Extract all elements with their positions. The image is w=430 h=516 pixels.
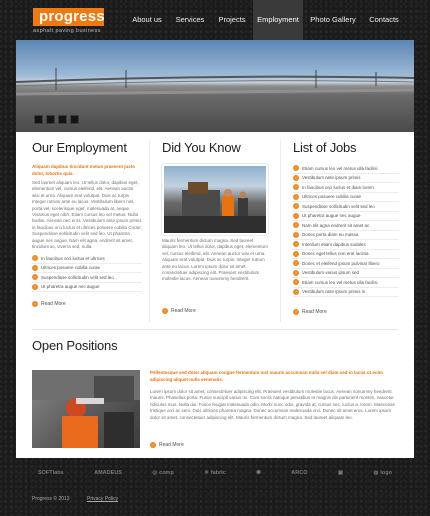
list-item[interactable]: › Donec et eleifend ipsum pulvinar libero — [293, 259, 399, 269]
arrow-icon: › — [293, 270, 299, 276]
list-item[interactable]: › Ut pharetra augue nec augue — [293, 212, 399, 222]
partner-logo[interactable]: AMADEUS — [94, 470, 122, 476]
arrow-icon: › — [150, 442, 156, 448]
nav-projects[interactable]: Projects — [218, 15, 246, 24]
logo-tagline: asphalt paving business — [33, 28, 101, 34]
jobs-title: List of Jobs — [293, 140, 357, 155]
list-item[interactable]: › Suspendisse sollicitudin velit sed leo — [293, 202, 399, 212]
arrow-icon: › — [293, 203, 299, 209]
privacy-policy-link[interactable]: Privacy Policy — [86, 496, 119, 502]
list-item[interactable]: › Etiam cursus leo vel metus ulla facilisi — [293, 164, 399, 174]
box-icon: ▣ — [337, 470, 344, 476]
list-item[interactable]: › Ultrices posuere cubilia curae — [32, 264, 142, 274]
main-content — [16, 132, 414, 458]
arrow-icon: › — [293, 251, 299, 257]
arrow-icon: › — [293, 289, 299, 295]
employment-text: Sed laoreet aliquam leo. Ut tellus dolor, dapibus eget, elementum vel, cursus eleifend, elit. Aenean auctor wisi et urna. Aliquam erat volutpat. Duis ac turpis. Integer rutrum ante eu lacus. Vestibulum libero nisl, porta vel, scelerisque eget, malesuada at, neque. Vivamus eget nibh. Etiam cursus leo vel metus. Nulla facilisi. Aenean nec eros. Vestibulum ante ipsum primis in faucibus orci luctus et ultrices posuere cubilia Curae; Suspendisse sollicitudin velit sed leo. Ut pharetra augue nec augue. Nam elit agna, endrerit sit amet, tincidunt ac, viverra sed, nulla. — [32, 180, 142, 250]
bridge-image — [16, 60, 414, 100]
hero-banner — [16, 40, 414, 132]
list-item[interactable]: › Nam elit agna endrerit sit amet ac — [293, 221, 399, 231]
paving-scene — [164, 166, 268, 235]
list-item[interactable]: › Vestibulum varius ipsum sed — [293, 269, 399, 279]
partner-logo[interactable]: ✳ fabric — [204, 470, 226, 476]
employment-links — [32, 254, 142, 292]
column-divider — [149, 140, 150, 322]
arrow-icon: › — [293, 194, 299, 200]
arrow-icon: › — [32, 255, 38, 261]
slider-dot[interactable] — [70, 115, 79, 124]
list-item[interactable]: › Ultrices posuere cubilia curae — [293, 193, 399, 203]
jobs-column — [293, 132, 399, 315]
main-nav — [125, 0, 405, 40]
section-divider — [32, 329, 398, 330]
arrow-icon: › — [293, 222, 299, 228]
arrow-icon: › — [293, 213, 299, 219]
arrow-icon: › — [293, 175, 299, 181]
employment-read-more[interactable]: › Read More — [32, 301, 142, 307]
know-title: Did You Know — [162, 140, 241, 155]
know-column — [162, 132, 270, 314]
partner-logo[interactable]: ARCO — [291, 470, 308, 476]
arrow-icon: › — [293, 165, 299, 171]
nav-services[interactable]: Services — [175, 15, 205, 24]
know-text: Mauris fermentum dictum magna. Sed laoreet aliquam leo. Ut tellus dolor, dapibus eget, elementum vel, cursus eleifend, elit. Aenean auctor wisi et urna. Aliquam erat volutpat. Duis ac turpis. Integer rutrum ante eu lacus. Lorem ipsum dolor sit amet, consectetuer adipiscing elit. Praesent vestibulum molestie lacus. Aenean nonummy hendrerit. — [162, 238, 268, 282]
arrow-icon: › — [293, 184, 299, 190]
nav-photo-gallery[interactable]: Photo Gallery — [310, 15, 356, 24]
nav-employment[interactable]: Employment — [253, 0, 303, 40]
arrow-icon: › — [162, 308, 168, 314]
circle-logo-icon: ◍ — [373, 470, 379, 476]
nav-about-us[interactable]: About us — [132, 15, 162, 24]
employment-column — [32, 132, 142, 307]
list-item[interactable]: › Interdum etiam dapibus sodales — [293, 240, 399, 250]
spiral-icon: ✺ — [256, 470, 261, 476]
employment-title: Our Employment — [32, 140, 127, 155]
list-item[interactable]: › Suspendisse sollicitudin velit sed leo — [32, 273, 142, 283]
arrow-icon: › — [32, 284, 38, 290]
positions-text: Lorem ipsum dolor sit amet, consectetuer adipiscing elit. Praesent vestibulum molestie lacus. Aenean nonummy hendrerit mauris. Phasellus porta. Fusce suscipit varius mi. Cum sociis natoque penatibus et magnis dis parturient montes, nascetur ridiculus mus. Nulla dui. Fusce feugiat malesuada odio. Morbi nunc odio, gravida at, cursus nec, luctus a, lorem. Maecenas tristique orci ac sem. Duis ultricies pharetra magna. Donec accumsan malesuada orci. Donec sit amet eros. Lorem ipsum dolor sit amet, consectetuer adipiscing elit. Mauris fermentum dictum magna. Sed laoreet aliquam leo. — [150, 389, 395, 420]
list-item[interactable]: › Ut pharetra augue nec augue — [32, 283, 142, 293]
positions-title: Open Positions — [32, 338, 118, 353]
positions-read-more[interactable]: › Read More — [150, 442, 398, 448]
know-read-more[interactable]: › Read More — [162, 308, 270, 314]
partner-logo[interactable] — [256, 470, 261, 476]
partner-logo[interactable]: SOFTlabs — [38, 470, 64, 476]
arrow-icon: › — [32, 274, 38, 280]
arrow-icon: › — [293, 309, 299, 315]
worker-scene — [32, 370, 140, 448]
swirl-icon: ◎ — [152, 470, 158, 476]
positions-lead: Pellentesque sed dolor aliquam congue fermentum nisl mauris accumsan nulla vel diam sed in lacus ut enim adipiscing aliquet nulla venenatis. — [150, 370, 383, 382]
copyright: Progress © 2013 — [32, 496, 70, 502]
worker-photo — [32, 370, 140, 448]
paving-crew-photo — [162, 164, 268, 235]
list-item[interactable]: › In faucibus orci luctus et diam lorem — [293, 183, 399, 193]
arrow-icon: › — [293, 279, 299, 285]
partner-logos — [16, 458, 414, 488]
arrow-icon: › — [293, 260, 299, 266]
arrow-icon: › — [32, 265, 38, 271]
list-item[interactable]: › Vestibulum ante ipsum primis — [293, 174, 399, 184]
list-item[interactable]: › Donec eget tellus non erat lacinia — [293, 250, 399, 260]
list-item[interactable]: › In faucibus orci luctus et ultrices — [32, 254, 142, 264]
jobs-read-more[interactable]: › Read More — [293, 309, 399, 315]
star-icon: ✳ — [204, 470, 209, 476]
column-divider — [280, 140, 281, 322]
logo[interactable] — [33, 8, 104, 34]
list-item[interactable]: › Donec porta diam eu massa — [293, 231, 399, 241]
list-item[interactable]: › Vestibulum ante ipsum primis in — [293, 288, 399, 298]
jobs-list — [293, 164, 399, 297]
slider-dots — [34, 115, 79, 124]
list-item[interactable]: › Etiam cursus leo vel metus ulla facilisi — [293, 278, 399, 288]
slider-dot[interactable] — [46, 115, 55, 124]
arrow-icon: › — [32, 301, 38, 307]
partner-logo[interactable] — [338, 470, 343, 476]
site-footer — [32, 496, 118, 502]
arrow-icon: › — [293, 241, 299, 247]
nav-contacts[interactable]: Contacts — [369, 15, 399, 24]
logo-text: progress — [33, 8, 104, 26]
slider-dot[interactable] — [34, 115, 43, 124]
slider-dot[interactable] — [58, 115, 67, 124]
employment-lead: Aliquam dapibus tincidunt metus praesent justo dolor, lobortis quis. — [32, 164, 136, 176]
partner-logo[interactable]: ◎ comp — [152, 470, 174, 476]
arrow-icon: › — [293, 232, 299, 238]
partner-logo[interactable]: ◍ logo — [373, 470, 392, 476]
site-header — [0, 0, 430, 40]
positions-text-block — [150, 370, 398, 448]
